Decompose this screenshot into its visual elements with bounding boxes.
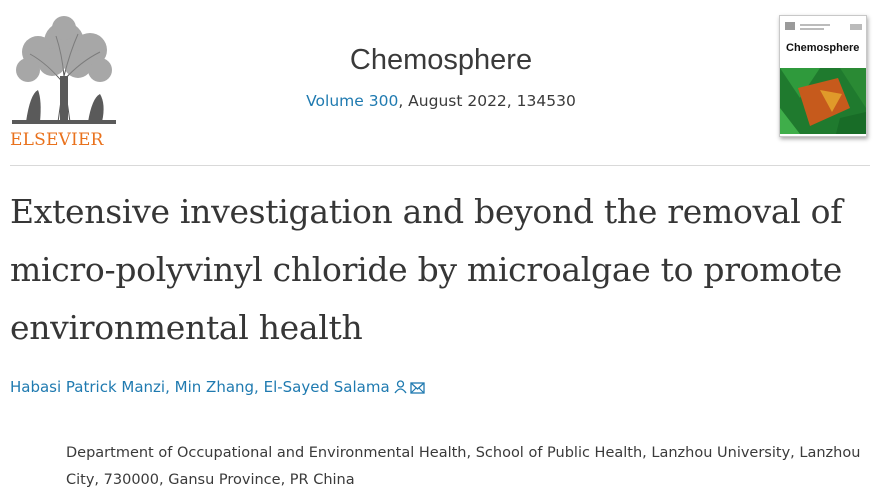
author-link[interactable]: Habasi Patrick Manzi	[10, 378, 166, 396]
issue-details: , August 2022, 134530	[398, 92, 576, 110]
header-divider	[10, 165, 870, 166]
journal-cover-thumbnail[interactable]	[779, 15, 867, 137]
elsevier-logo[interactable]	[8, 14, 120, 150]
issue-info	[0, 92, 882, 110]
volume-link[interactable]: Volume 300	[306, 92, 399, 110]
author-link[interactable]: El-Sayed Salama	[263, 378, 390, 396]
author-link[interactable]: Min Zhang	[174, 378, 255, 396]
cover-header-icon	[780, 16, 866, 36]
envelope-icon[interactable]	[410, 382, 425, 394]
article-title: Extensive investigation and beyond the removal of micro-polyvinyl chloride by microalgae to promote environmental health	[10, 192, 843, 347]
cover-artwork-icon	[780, 68, 866, 134]
elsevier-wordmark: ELSEVIER	[10, 130, 104, 150]
person-icon[interactable]	[394, 380, 407, 394]
cover-journal-title: Chemosphere	[786, 42, 860, 54]
affiliation: Department of Occupational and Environmental Health, School of Public Health, Lanzhou University, Lanzhou City, 730000, Gansu Province, PR China	[66, 445, 861, 488]
journal-name[interactable]: Chemosphere	[349, 44, 533, 76]
author-list: Habasi Patrick Manzi, Min Zhang, El-Sayed Salama	[10, 378, 428, 398]
